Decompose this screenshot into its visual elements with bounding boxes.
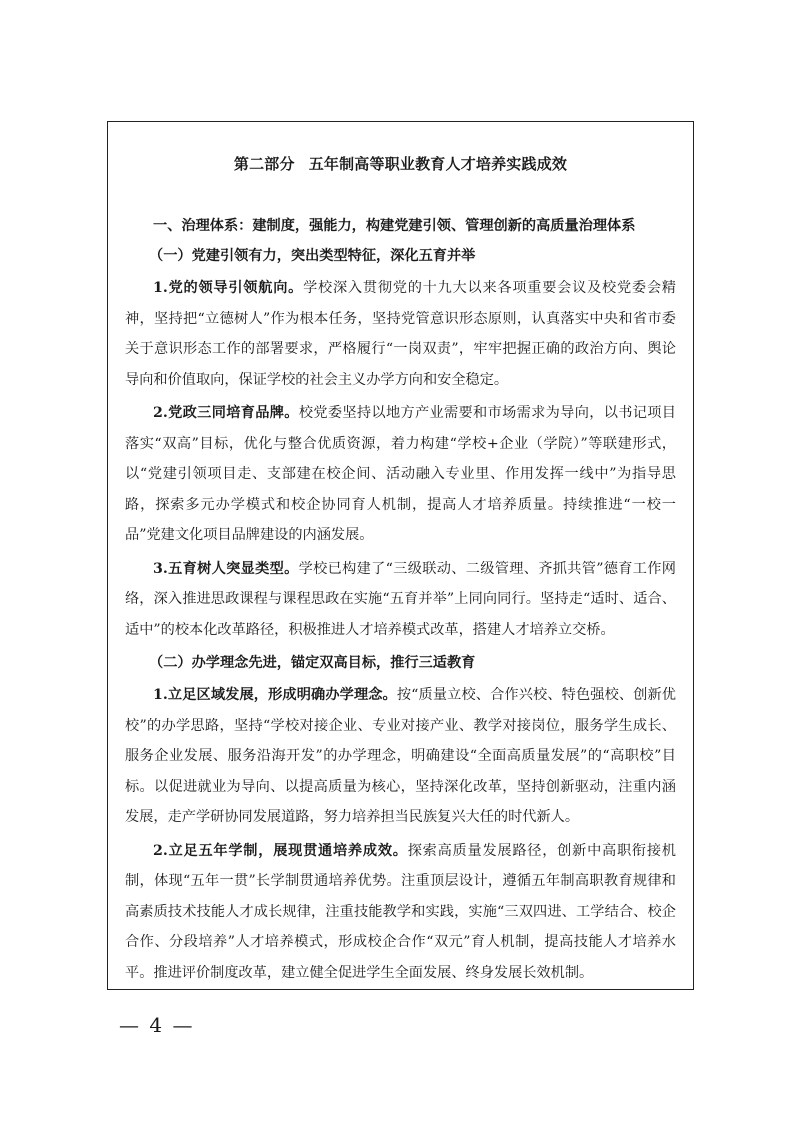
paragraph xyxy=(125,273,676,395)
paragraph-text: 校党委坚持以地方产业需要和市场需求为导向，以书记项目落实“双高”目标，优化与整合优质资源，着力构建“学校+企业（学院）”等联建形式，以“党建引领项目走、支部建在校企间、活动融入专业里、作用发挥一线中”为指导思路，探索多元办学模式和校企协同育人机制，提高人才培养质量。持续推进“一校一品”党建文化项目品牌建设的内涵发展。 xyxy=(125,405,676,543)
part-title-label: 第二部分 xyxy=(233,155,295,173)
paragraph xyxy=(125,554,676,646)
page-number: — 4 — xyxy=(119,1013,195,1037)
part-title-text: 五年制高等职业教育人才培养实践成效 xyxy=(308,155,568,173)
paragraph-lead: 2.党政三同培育品牌。 xyxy=(153,405,299,421)
section-heading: 一、治理体系：建制度，强能力，构建党建引领、管理创新的高质量治理体系 xyxy=(153,218,636,234)
paragraph-lead: 1.立足区域发展，形成明确办学理念。 xyxy=(153,687,397,703)
part-title xyxy=(108,153,693,174)
paragraph-lead: 3.五育树人突显类型。 xyxy=(153,560,299,577)
paragraph-text: 探索高质量发展路径，创新中高职衔接机制，体现“五年一贯”长学制贯通培养优势。注重顶层设计，遵循五年制高职教育规律和高素质技术技能人才成长规律，注重技能教学和实践，实施“三双四进、工学结合、校企合作、分段培养”人才培养模式，形成校企合作“双元”育人机制，提高技能人才培养水平。推进评价制度改革，建立健全促进学生全面发展、终身发展长效机制。 xyxy=(125,842,676,981)
paragraph xyxy=(125,398,676,551)
paragraph xyxy=(125,836,676,989)
subsection-heading: （一）党建引领有力，突出类型特征，深化五育并举 xyxy=(149,248,476,264)
content-frame xyxy=(107,121,694,990)
document-body xyxy=(125,213,676,988)
paragraph-text: 学校深入贯彻党的十九大以来各项重要会议及校党委会精神，坚持把“立德树人”作为根本任务，坚持党管意识形态原则，认真落实中央和省市委关于意识形态工作的部署要求，严格履行“一岗双责”，牢牢把握正确的政治方向、舆论导向和价值取向，保证学校的社会主义办学方向和安全稳定。 xyxy=(125,280,676,388)
paragraph-text: 学校已构建了“三级联动、二级管理、齐抓共管”德育工作网络，深入推进思政课程与课程思政在实施“五育并举”上同向同行。坚持走“适时、适合、适中”的校本化改革路径，积极推进人才培养模式改革，搭建人才培养立交桥。 xyxy=(125,560,676,638)
paragraph-text: 按“质量立校、合作兴校、特色强校、创新优校”的办学思路，坚持“学校对接企业、专业对接产业、教学对接岗位，服务学生成长、服务企业发展、服务沿海开发”的办学理念，明确建设“全面高质量发展”的“高职校”目标。以促进就业为导向、以提高质量为核心，坚持深化改革，坚持创新驱动，注重内涵发展，走产学研协同发展道路，努力培养担当民族复兴大任的时代新人。 xyxy=(125,687,676,825)
paragraph-lead: 1.党的领导引领航向。 xyxy=(153,280,304,296)
subsection-heading: （二）办学理念先进，锚定双高目标，推行三适教育 xyxy=(149,655,476,671)
paragraph-lead: 2.立足五年学制，展现贯通培养成效。 xyxy=(153,842,408,859)
paragraph xyxy=(125,680,676,833)
